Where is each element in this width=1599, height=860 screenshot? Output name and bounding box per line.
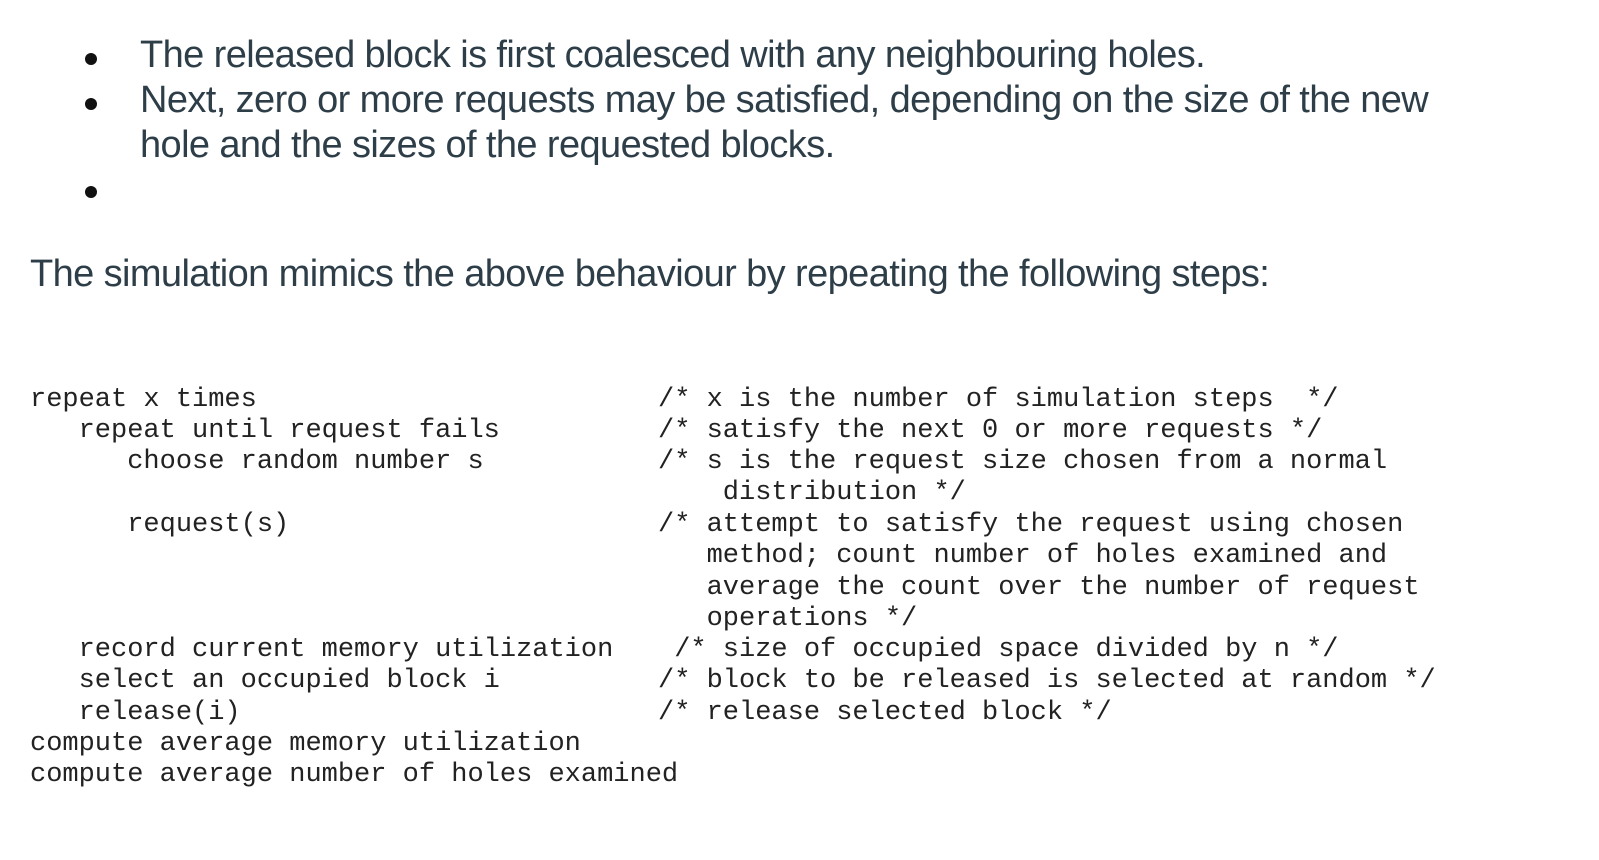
bullet-dot (85, 53, 97, 65)
code-statement: release(i) (30, 698, 241, 728)
code-comment: /* block to be released is selected at random */ (658, 666, 1436, 696)
code-comment: average the count over the number of request (658, 573, 1420, 603)
code-comment: distribution */ (658, 478, 966, 508)
code-statement: compute average memory utilization (30, 729, 581, 759)
code-comment: operations */ (658, 604, 918, 634)
pseudocode-block (30, 385, 1590, 805)
code-statement: repeat x times (30, 385, 257, 415)
code-comment: /* s is the request size chosen from a normal (658, 447, 1388, 477)
code-statement: request(s) (30, 510, 290, 540)
bullet-dot (85, 98, 97, 110)
code-comment: /* x is the number of simulation steps */ (658, 385, 1339, 415)
bullet-text: The released block is first coalesced with any neighbouring holes. (140, 34, 1206, 76)
code-statement: record current memory utilization (30, 635, 614, 665)
bullet-text: Next, zero or more requests may be satisfied, depending on the size of the new hole and the sizes of the requested blocks. (140, 79, 1429, 166)
code-statement: compute average number of holes examined (30, 760, 679, 790)
code-statement: select an occupied block i (30, 666, 500, 696)
code-statement: repeat until request fails (30, 416, 500, 446)
code-comment: method; count number of holes examined and (658, 541, 1388, 571)
code-comment: /* satisfy the next 0 or more requests */ (658, 416, 1323, 446)
code-comment: /* release selected block */ (658, 698, 1112, 728)
code-comment: /* attempt to satisfy the request using chosen (658, 510, 1404, 540)
code-comment: /* size of occupied space divided by n */ (658, 635, 1339, 665)
bullet-dot (85, 186, 97, 198)
intro-paragraph: The simulation mimics the above behaviour by repeating the following steps: (30, 253, 1270, 295)
code-statement: choose random number s (30, 447, 484, 477)
